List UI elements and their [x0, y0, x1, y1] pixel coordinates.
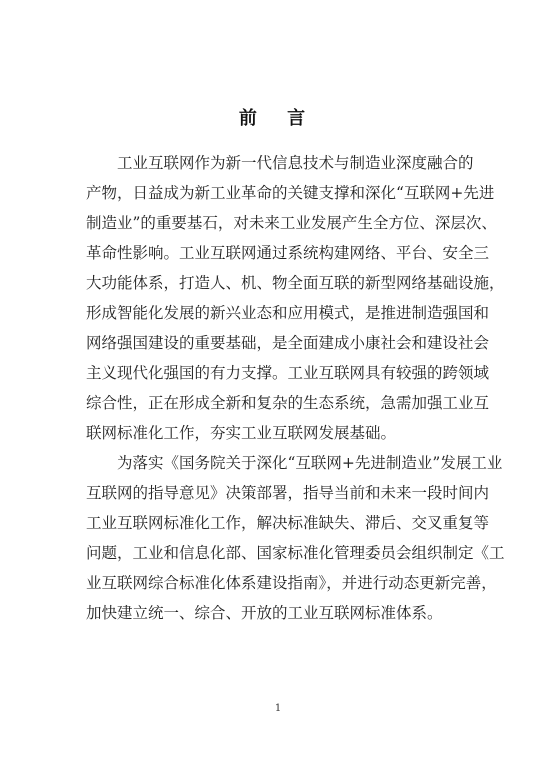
text-line: 革命性影响。工业互联网通过系统构建网络、平台、安全三: [86, 244, 490, 262]
text-line: 问题，工业和信息化部、国家标准化管理委员会组织制定《工: [86, 544, 505, 562]
text-line: 为落实《国务院关于深化“互联网+先进制造业”发展工业: [117, 454, 503, 472]
text-line: 工业互联网标准化工作，解决标准缺失、滞后、交叉重复等: [86, 514, 490, 532]
text-line: 联网标准化工作，夯实工业互联网发展基础。: [86, 424, 397, 442]
paragraph-2: [86, 448, 505, 628]
text-line: 大功能体系，打造人、机、物全面互联的新型网络基础设施，: [86, 274, 505, 292]
paragraph-1: [86, 148, 505, 448]
text-line: 产物，日益成为新工业革命的关键支撑和深化“互联网+先进: [86, 184, 495, 202]
page-title: 前 言: [238, 108, 318, 129]
page-number: 1: [274, 703, 282, 714]
text-line: 工业互联网作为新一代信息技术与制造业深度融合的: [117, 154, 474, 172]
text-line: 制造业”的重要基石，对未来工业发展产生全方位、深层次、: [86, 214, 497, 232]
text-line: 形成智能化发展的新兴业态和应用模式，是推进制造强国和: [86, 304, 490, 322]
text-line: 主义现代化强国的有力支撑。工业互联网具有较强的跨领域: [86, 364, 490, 382]
text-line: 业互联网综合标准化体系建设指南》，并进行动态更新完善，: [86, 574, 497, 592]
text-line: 加快建立统一、综合、开放的工业互联网标准体系。: [86, 604, 443, 622]
text-line: 网络强国建设的重要基础，是全面建成小康社会和建设社会: [86, 334, 490, 352]
text-line: 综合性，正在形成全新和复杂的生态系统，急需加强工业互: [86, 394, 490, 412]
text-line: 互联网的指导意见》决策部署，指导当前和未来一段时间内: [86, 484, 490, 502]
